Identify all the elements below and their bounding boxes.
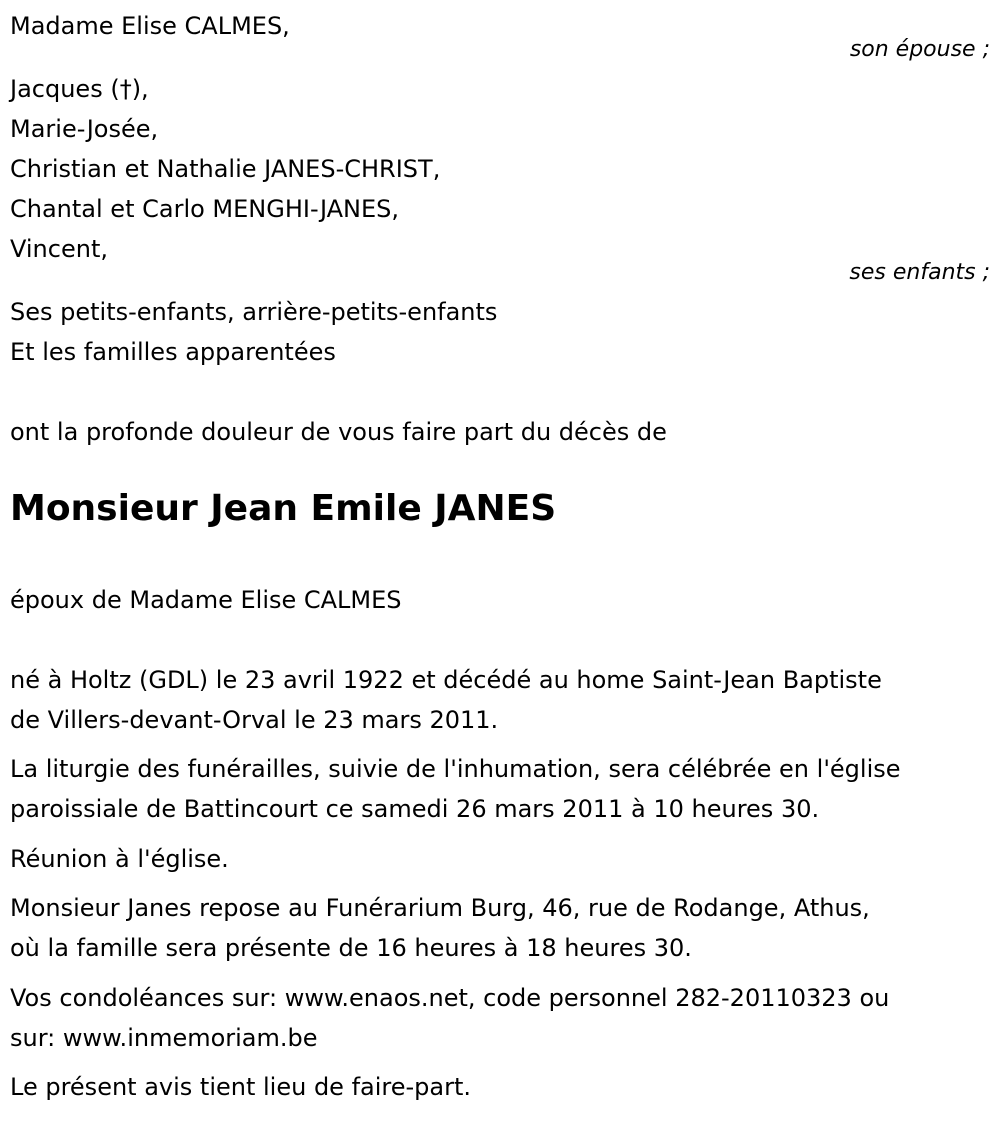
- birth-death-line-1: né à Holtz (GDL) le 23 avril 1922 et décédé au home Saint-Jean Baptiste: [10, 666, 882, 694]
- related-families-line: Et les familles apparentées: [10, 338, 336, 366]
- spouse-role: son épouse ;: [849, 37, 990, 62]
- children-role: ses enfants ;: [849, 260, 990, 285]
- child-chantal: Chantal et Carlo MENGHI-JANES,: [10, 195, 400, 223]
- condolences-line-1: Vos condoléances sur: www.enaos.net, code personnel 282-20110323 ou: [10, 984, 890, 1012]
- spouse-line: Madame Elise CALMES,: [10, 12, 290, 40]
- rest-line-1: Monsieur Janes repose au Funérarium Burg, 46, rue de Rodange, Athus,: [10, 894, 870, 922]
- announcement-text: ont la profonde douleur de vous faire part du décès de: [10, 418, 667, 446]
- funeral-line-2: paroissiale de Battincourt ce samedi 26 mars 2011 à 10 heures 30.: [10, 795, 820, 823]
- closing-line: Le présent avis tient lieu de faire-part.: [10, 1073, 472, 1101]
- grandchildren-line: Ses petits-enfants, arrière-petits-enfants: [10, 298, 498, 326]
- child-marie-josee: Marie-Josée,: [10, 115, 159, 143]
- condolences-line-2: sur: www.inmemoriam.be: [10, 1024, 318, 1052]
- spouse-of-text: époux de Madame Elise CALMES: [10, 586, 402, 614]
- meeting-line: Réunion à l'église.: [10, 845, 229, 873]
- funeral-line-1: La liturgie des funérailles, suivie de l'inhumation, sera célébrée en l'église: [10, 755, 901, 783]
- child-jacques: Jacques (†),: [10, 75, 149, 103]
- birth-death-line-2: de Villers-devant-Orval le 23 mars 2011.: [10, 706, 499, 734]
- child-christian: Christian et Nathalie JANES-CHRIST,: [10, 155, 441, 183]
- rest-line-2: où la famille sera présente de 16 heures à 18 heures 30.: [10, 934, 692, 962]
- deceased-name: Monsieur Jean Emile JANES: [10, 488, 557, 529]
- child-vincent: Vincent,: [10, 235, 108, 263]
